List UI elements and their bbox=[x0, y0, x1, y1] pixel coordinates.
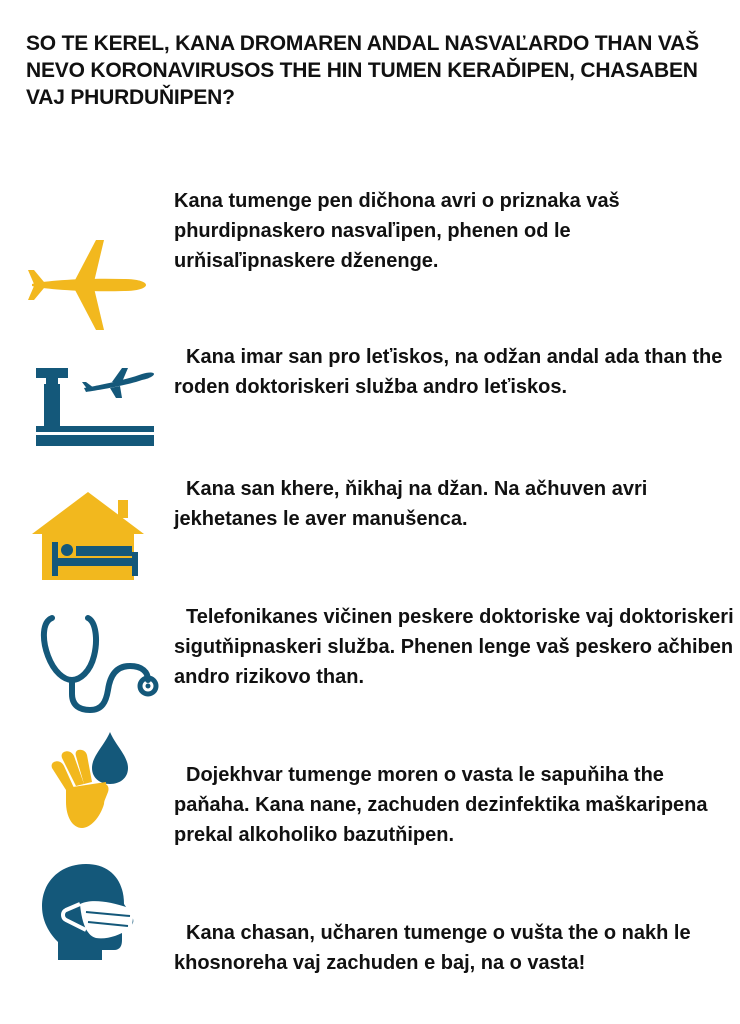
advice-item-airport bbox=[0, 340, 740, 460]
face-mask-icon bbox=[40, 864, 140, 965]
advice-text: Dojekhvar tumenge moren o vasta le sapuňiha the paňaha. Kana nane, zachuden dezinfektika maškaripena prekal alkoholiko bazutňipen. bbox=[174, 764, 708, 846]
advice-text: Telefonikanes vičinen peskere doktoriske vaj doktoriskeri sigutňipnaskeri služba. Phenen lenge vaš peskero ačhiben andro rizikovo than. bbox=[174, 606, 734, 688]
advice-item-wash-hands bbox=[0, 730, 740, 850]
advice-text: Kana imar san pro leťiskos, na odžan andal ada than the roden doktoriskeri služba andro leťiskos. bbox=[174, 346, 723, 398]
advice-text: Kana san khere, ňikhaj na džan. Na ačhuven avri jekhetanes le aver manušenca. bbox=[174, 478, 648, 530]
handwash-icon bbox=[44, 732, 144, 837]
stethoscope-icon bbox=[40, 610, 160, 720]
advice-item-stay-home bbox=[0, 470, 740, 590]
airport-icon bbox=[36, 360, 160, 455]
house-quarantine-icon bbox=[32, 492, 144, 585]
airplane-icon bbox=[28, 238, 148, 338]
advice-item-travel-symptoms bbox=[0, 180, 740, 340]
advice-item-cover-mouth bbox=[0, 860, 740, 990]
advice-text: Kana chasan, učharen tumenge o vušta the o nakh le khosnoreha vaj zachuden e baj, na o vasta! bbox=[174, 922, 691, 974]
advice-text: Kana tumenge pen dičhona avri o priznaka vaš phurdipnaskero nasvaľipen, phenen od le urňisaľipnaskere dženenge. bbox=[174, 190, 620, 272]
advice-item-call-doctor bbox=[0, 600, 740, 720]
page-title: SO TE KEREL, KANA DROMAREN ANDAL NASVAĽARDO THAN VAŠ NEVO KORONAVIRUSOS THE HIN TUMEN KERAĎIPEN, CHASABEN VAJ PHURDUŇIPEN? bbox=[26, 32, 699, 109]
